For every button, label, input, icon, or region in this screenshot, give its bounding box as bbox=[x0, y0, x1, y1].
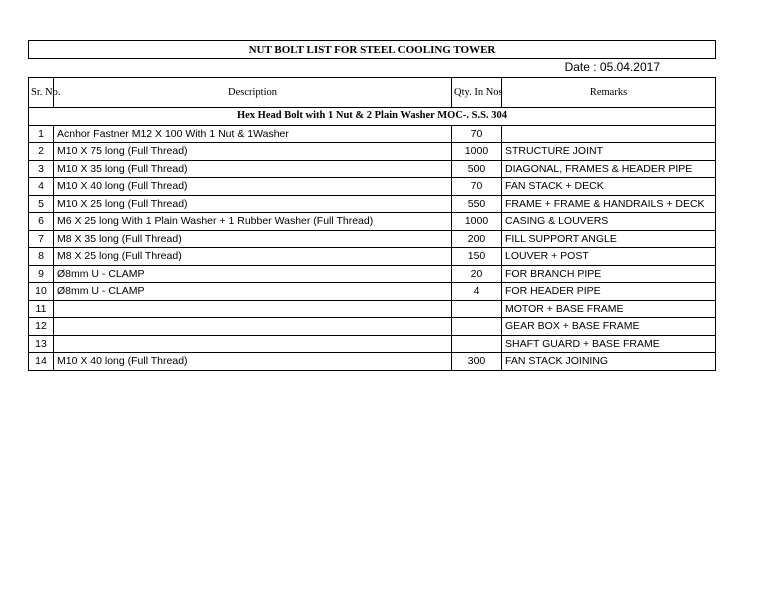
row-description: M10 X 35 long (Full Thread) bbox=[54, 160, 452, 178]
document-title: NUT BOLT LIST FOR STEEL COOLING TOWER bbox=[28, 40, 716, 59]
row-qty: 20 bbox=[452, 265, 502, 283]
row-qty bbox=[452, 318, 502, 336]
row-sr-no: 2 bbox=[29, 143, 54, 161]
row-sr-no: 8 bbox=[29, 248, 54, 266]
row-remarks: FAN STACK + DECK bbox=[502, 178, 716, 196]
row-remarks: STRUCTURE JOINT bbox=[502, 143, 716, 161]
row-remarks bbox=[502, 125, 716, 143]
nut-bolt-table bbox=[28, 77, 716, 371]
bolt-spec-subheading: Hex Head Bolt with 1 Nut & 2 Plain Washer MOC-. S.S. 304 bbox=[29, 108, 716, 126]
table-row bbox=[29, 143, 716, 161]
row-description: M6 X 25 long With 1 Plain Washer + 1 Rubber Washer (Full Thread) bbox=[54, 213, 452, 231]
document-date: Date : 05.04.2017 bbox=[564, 60, 660, 74]
row-qty: 70 bbox=[452, 178, 502, 196]
header-sr-no: Sr. No. bbox=[29, 78, 54, 108]
subheading-row bbox=[29, 108, 716, 126]
row-description bbox=[54, 300, 452, 318]
row-sr-no: 11 bbox=[29, 300, 54, 318]
row-remarks: MOTOR + BASE FRAME bbox=[502, 300, 716, 318]
row-description bbox=[54, 318, 452, 336]
table-row bbox=[29, 353, 716, 371]
table-row bbox=[29, 248, 716, 266]
table-row bbox=[29, 195, 716, 213]
row-qty bbox=[452, 300, 502, 318]
row-qty bbox=[452, 335, 502, 353]
table-row bbox=[29, 213, 716, 231]
row-qty: 550 bbox=[452, 195, 502, 213]
row-remarks: FRAME + FRAME & HANDRAILS + DECK bbox=[502, 195, 716, 213]
table-row bbox=[29, 230, 716, 248]
row-description bbox=[54, 335, 452, 353]
table-row bbox=[29, 283, 716, 301]
row-sr-no: 3 bbox=[29, 160, 54, 178]
row-sr-no: 7 bbox=[29, 230, 54, 248]
row-description: M10 X 40 long (Full Thread) bbox=[54, 353, 452, 371]
table-row bbox=[29, 318, 716, 336]
table-row bbox=[29, 265, 716, 283]
row-remarks: GEAR BOX + BASE FRAME bbox=[502, 318, 716, 336]
row-description: M8 X 25 long (Full Thread) bbox=[54, 248, 452, 266]
row-remarks: FOR BRANCH PIPE bbox=[502, 265, 716, 283]
row-sr-no: 12 bbox=[29, 318, 54, 336]
row-qty: 300 bbox=[452, 353, 502, 371]
table-row bbox=[29, 125, 716, 143]
row-description: Ø8mm U - CLAMP bbox=[54, 283, 452, 301]
row-remarks: FILL SUPPORT ANGLE bbox=[502, 230, 716, 248]
table-body bbox=[29, 108, 716, 371]
row-description: M10 X 40 long (Full Thread) bbox=[54, 178, 452, 196]
row-qty: 4 bbox=[452, 283, 502, 301]
row-sr-no: 10 bbox=[29, 283, 54, 301]
row-remarks: LOUVER + POST bbox=[502, 248, 716, 266]
row-remarks: CASING & LOUVERS bbox=[502, 213, 716, 231]
row-qty: 150 bbox=[452, 248, 502, 266]
row-description: Acnhor Fastner M12 X 100 With 1 Nut & 1Washer bbox=[54, 125, 452, 143]
row-description: M10 X 25 long (Full Thread) bbox=[54, 195, 452, 213]
header-qty: Qty. In Nos bbox=[452, 78, 502, 108]
row-sr-no: 1 bbox=[29, 125, 54, 143]
row-remarks: FAN STACK JOINING bbox=[502, 353, 716, 371]
row-remarks: DIAGONAL, FRAMES & HEADER PIPE bbox=[502, 160, 716, 178]
row-sr-no: 5 bbox=[29, 195, 54, 213]
row-qty: 1000 bbox=[452, 143, 502, 161]
table-header-row bbox=[29, 78, 716, 108]
header-description: Description bbox=[54, 78, 452, 108]
row-remarks: FOR HEADER PIPE bbox=[502, 283, 716, 301]
table-row bbox=[29, 160, 716, 178]
table-row bbox=[29, 178, 716, 196]
row-qty: 1000 bbox=[452, 213, 502, 231]
table-row bbox=[29, 300, 716, 318]
row-sr-no: 9 bbox=[29, 265, 54, 283]
row-qty: 200 bbox=[452, 230, 502, 248]
row-description: Ø8mm U - CLAMP bbox=[54, 265, 452, 283]
row-sr-no: 6 bbox=[29, 213, 54, 231]
row-qty: 70 bbox=[452, 125, 502, 143]
row-sr-no: 14 bbox=[29, 353, 54, 371]
row-remarks: SHAFT GUARD + BASE FRAME bbox=[502, 335, 716, 353]
header-remarks: Remarks bbox=[502, 78, 716, 108]
row-sr-no: 4 bbox=[29, 178, 54, 196]
table-row bbox=[29, 335, 716, 353]
row-description: M8 X 35 long (Full Thread) bbox=[54, 230, 452, 248]
row-qty: 500 bbox=[452, 160, 502, 178]
row-description: M10 X 75 long (Full Thread) bbox=[54, 143, 452, 161]
row-sr-no: 13 bbox=[29, 335, 54, 353]
